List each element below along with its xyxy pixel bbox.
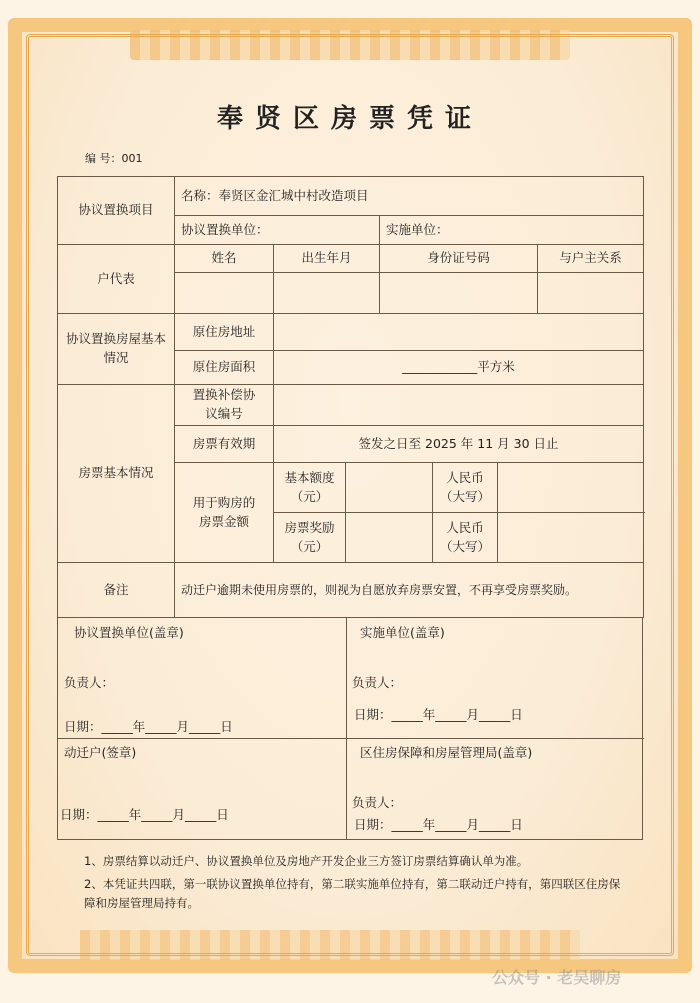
project-name: 名称：奉贤区金汇城中村改造项目: [175, 177, 644, 216]
note-1: 1、房票结算以动迁户、协议置换单位及房地产开发企业三方签订房票结算确认单为准。: [84, 854, 529, 868]
implementer-field[interactable]: 实施单位：: [380, 216, 644, 245]
agreement-no-cell[interactable]: [274, 385, 644, 426]
document-title: 奉贤区房票凭证: [216, 104, 483, 134]
reward-label: 房票奖励（元）: [274, 513, 346, 563]
signature-area: [57, 617, 643, 840]
notes: [84, 852, 624, 917]
address-label: 原住房地址: [175, 314, 274, 351]
agreement-no-label: 置换补偿协议编号: [175, 385, 274, 426]
birth-cell[interactable]: [274, 273, 380, 314]
household-label: 户代表: [58, 245, 175, 314]
resident-date[interactable]: 日期：_____年_____月_____日: [60, 807, 229, 822]
unit-person-label: 负责人：: [64, 675, 115, 690]
resident-seal-label: 动迁户(签章): [64, 745, 137, 760]
area-label: 原住房面积: [175, 351, 274, 385]
bureau-date[interactable]: 日期：_____年_____月_____日: [354, 817, 523, 832]
basic-rmb-label: 人民币（大写）: [433, 463, 498, 513]
validity-value: 签发之日至 2025 年 11 月 30 日止: [274, 426, 644, 463]
voucher-table: [57, 176, 644, 618]
unit-seal-label: 协议置换单位(盖章): [74, 625, 184, 640]
reward-cell[interactable]: [346, 513, 433, 563]
name-cell[interactable]: [175, 273, 274, 314]
basic-cell[interactable]: [346, 463, 433, 513]
divider: [58, 738, 644, 739]
implementer-seal-label: 实施单位(盖章): [360, 625, 445, 640]
serial-number: 编 号：001: [85, 152, 143, 165]
unit-date[interactable]: 日期：_____年_____月_____日: [64, 719, 233, 734]
col-name: 姓名: [175, 245, 274, 273]
implementer-person-label: 负责人：: [352, 675, 403, 690]
agreement-unit-field[interactable]: 协议置换单位：: [175, 216, 380, 245]
note-2: 2、本凭证共四联，第一联协议置换单位持有，第二联实施单位持有，第二联动迁户持有，第四联区住房保障和房屋管理局持有。: [84, 877, 621, 910]
col-id: 身份证号码: [380, 245, 538, 273]
validity-label: 房票有效期: [175, 426, 274, 463]
implementer-date[interactable]: 日期：_____年_____月_____日: [354, 707, 523, 722]
relation-cell[interactable]: [538, 273, 644, 314]
remark-text: 动迁户逾期未使用房票的，则视为自愿放弃房票安置，不再享受房票奖励。: [175, 563, 644, 618]
col-birth: 出生年月: [274, 245, 380, 273]
remark-label: 备注: [58, 563, 175, 618]
project-label: 协议置换项目: [58, 177, 175, 245]
basic-rmb-cell[interactable]: [498, 463, 644, 513]
reward-rmb-label: 人民币（大写）: [433, 513, 498, 563]
address-cell[interactable]: [274, 314, 644, 351]
reward-rmb-cell[interactable]: [498, 513, 644, 563]
bureau-seal-label: 区住房保障和房屋管理局(盖章): [360, 745, 533, 760]
area-cell[interactable]: ____________平方米: [274, 351, 644, 385]
amount-label: 用于购房的房票金额: [175, 463, 274, 563]
watermark: 公众号 · 老吴聊房: [492, 968, 622, 987]
divider: [346, 617, 347, 840]
bureau-person-label: 负责人：: [352, 795, 403, 810]
ticket-label: 房票基本情况: [58, 385, 175, 563]
house-label: 协议置换房屋基本情况: [58, 314, 175, 385]
col-relation: 与户主关系: [538, 245, 644, 273]
basic-label: 基本额度（元）: [274, 463, 346, 513]
id-cell[interactable]: [380, 273, 538, 314]
